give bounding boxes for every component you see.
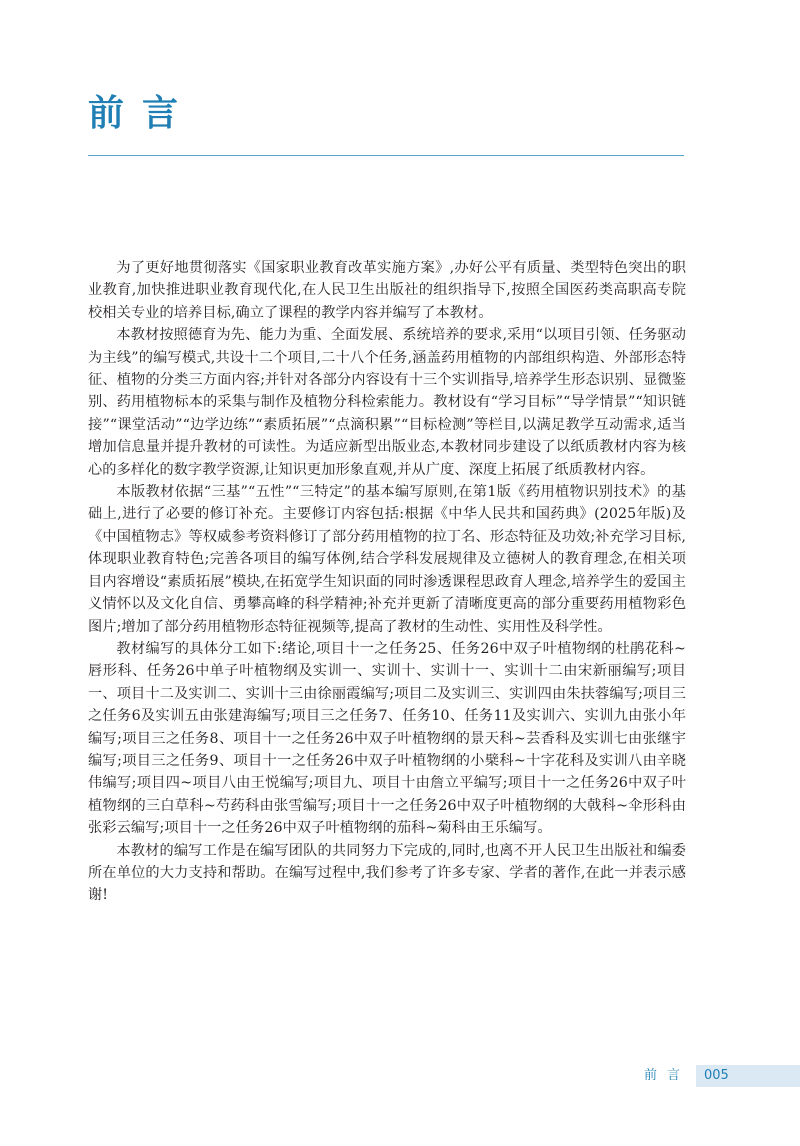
paragraph: 教材编写的具体分工如下:绪论,项目十一之任务25、任务26中双子叶植物纲的杜鹃花科~唇形科、任务26中单子叶植物纲及实训一、实训十、实训十一、实训十二由宋新丽编写;项目一、项目十二及实训二、实训十三由徐丽霞编写;项目二及实训三、实训四由朱扶蓉编写;项目三之任务6及实训五由张建海编写;项目三之任务7、任务10、任务11及实训六、实训九由张小年编写;项目三之任务8、项目十一之任务26中双子叶植物纲的景天科~芸香科及实训七由张继宇编写;项目三之任务9、项目十一之任务26中双子叶植物纲的小檗科~十字花科及实训八由辛晓伟编写;项目四~项目八由王悦编写;项目九、项目十由詹立平编写;项目十一之任务26中双子叶植物纲的三白草科~芍药科由张雪编写;项目十一之任务26中双子叶植物纲的大戟科~伞形科由张彩云编写;项目十一之任务26中双子叶植物纲的茄科~菊科由王乐编写。 [88, 640, 686, 837]
paragraph: 本教材按照德育为先、能力为重、全面发展、系统培养的要求,采用“以项目引领、任务驱动为主线”的编写模式,共设十二个项目,二十八个任务,涵盖药用植物的内部组织构造、外部形态特征、植物的分类三方面内容;并针对各部分内容设有十三个实训指导,培养学生形态识别、显微鉴别、药用植物标本的采集与制作及植物分科检索能力。教材设有“学习目标”“导学情景”“知识链接”“课堂活动”“边学边练”“素质拓展”“点滴积累”“目标检测”等栏目,以满足教学互动需求,适当增加信息量并提升教材的可读性。为适应新型出版业态,本教材同步建设了以纸质教材内容为核心的多样化的数字教学资源,让知识更加形象直观,并从广度、深度上拓展了纸质教材内容。 [88, 327, 686, 478]
footer-section-label: 前言 [644, 1068, 691, 1083]
page-number: 005 [704, 1068, 729, 1083]
body-text [88, 257, 686, 907]
paragraph: 本教材的编写工作是在编写团队的共同努力下完成的,同时,也离不开人民卫生出版社和编委所在单位的大力支持和帮助。在编写过程中,我们参考了许多专家、学者的著作,在此一并表示感谢! [88, 842, 686, 904]
paragraph: 为了更好地贯彻落实《国家职业教育改革实施方案》,办好公平有质量、类型特色突出的职业教育,加快推进职业教育现代化,在人民卫生出版社的组织指导下,按照全国医药类高职高专院校相关专业的培养目标,确立了课程的教学内容并编写了本教材。 [88, 260, 686, 321]
title-divider [88, 155, 684, 156]
paragraph: 本版教材依据“三基”“五性”“三特定”的基本编写原则,在第1版《药用植物识别技术》的基础上,进行了必要的修订补充。主要修订内容包括:根据《中华人民共和国药典》(2025年版)及《中国植物志》等权威参考资料修订了部分药用植物的拉丁名、形态特征及功效;补充学习目标,体现职业教育特色;完善各项目的编写体例,结合学科发展规律及立德树人的教育理念,在相关项目内容增设“素质拓展”模块,在拓宽学生知识面的同时渗透课程思政育人理念,培养学生的爱国主义情怀以及文化自信、勇攀高峰的科学精神;补充并更新了清晰度更高的部分重要药用植物彩色图片;增加了部分药用植物形态特征视频等,提高了教材的生动性、实用性及科学性。 [88, 484, 686, 635]
page-title: 前言 [88, 93, 197, 134]
